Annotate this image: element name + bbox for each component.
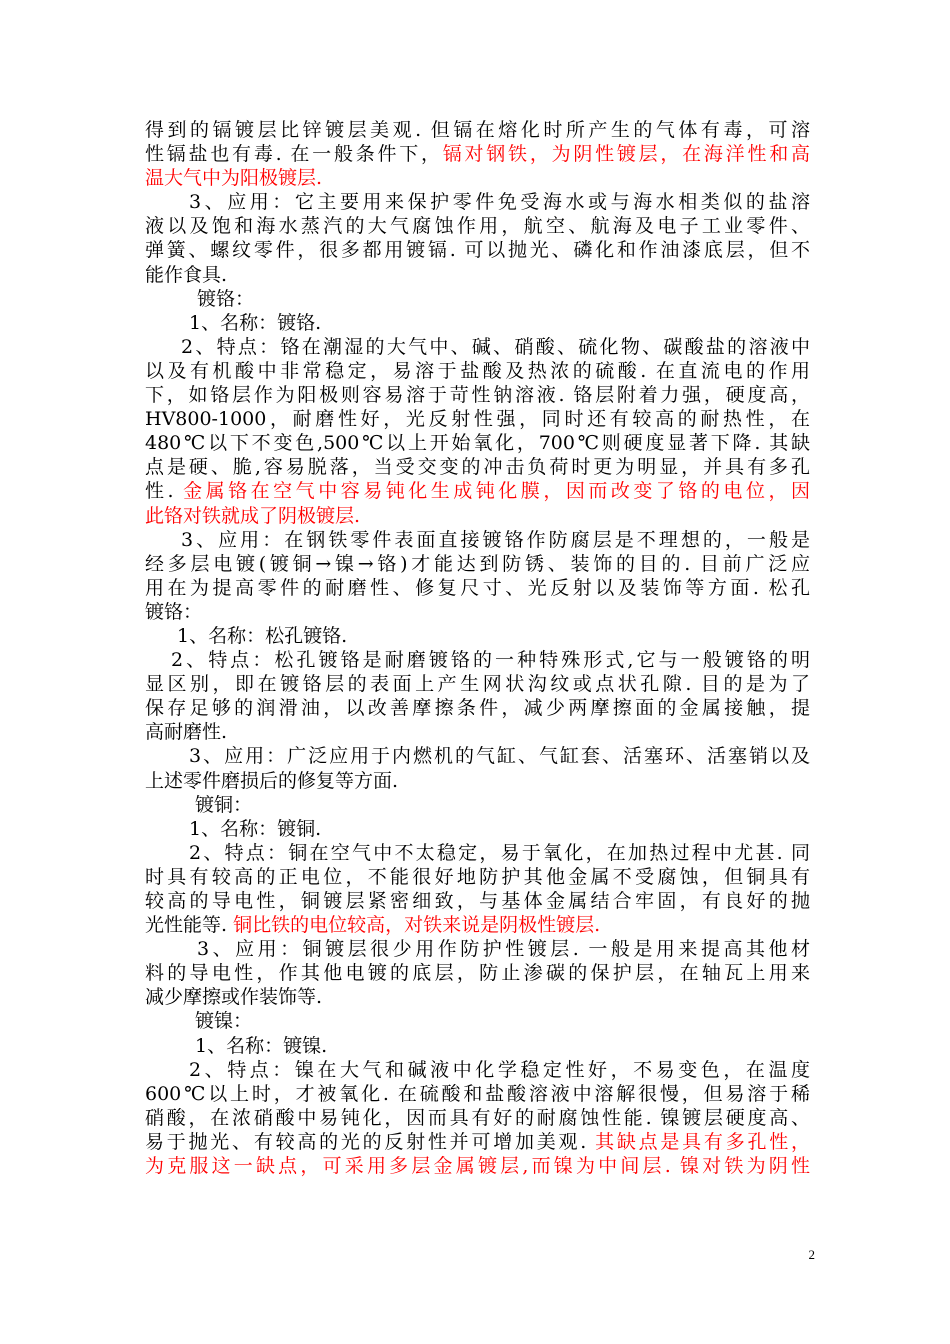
text-line — [145, 793, 810, 817]
text-line — [145, 1154, 810, 1178]
text-run: 易于抛光、有较高的光的反射性并可增加美观. — [145, 1130, 596, 1153]
text-line — [145, 311, 810, 335]
text-line — [145, 383, 810, 407]
text-run: 点是硬、脆,容易脱落，当受交变的冲击负荷时更为明显，并具有多孔 — [145, 456, 810, 479]
text-run: 较高的导电性，铜镀层紧密细致，与基体金属结合牢固，有良好的抛 — [145, 890, 810, 912]
text-line — [145, 214, 810, 238]
text-run: 高耐磨性. — [145, 721, 228, 744]
text-line — [145, 118, 810, 142]
text-line — [145, 1009, 810, 1033]
text-run: 光性能等. — [145, 914, 234, 937]
text-line — [145, 769, 810, 793]
text-run: 2、特点：镍在大气和碱液中化学稳定性好，不易变色，在温度 — [189, 1058, 810, 1081]
text-run: HV800-1000，耐磨性好，光反射性强，同时还有较高的耐热性，在 — [145, 408, 810, 431]
highlighted-text: 温大气中为阳极镀层. — [145, 167, 323, 190]
text-run: 以及有机酸中非常稳定，易溶于盐酸及热浓的硫酸. 在直流电的作用 — [145, 359, 810, 382]
text-line — [145, 1106, 810, 1130]
text-line — [145, 624, 810, 648]
text-line — [145, 696, 810, 720]
text-run: 3、应用：铜镀层很少用作防护性镀层. 一般是用来提高其他材 — [197, 938, 810, 961]
text-run: 上述零件磨损后的修复等方面. — [145, 769, 399, 792]
text-run: 时具有较高的正电位，不能很好地防护其他金属不受腐蚀，但铜具有 — [145, 865, 810, 888]
text-line — [145, 648, 810, 672]
text-run: 1、名称：镀镍. — [195, 1034, 328, 1057]
text-line — [145, 407, 810, 431]
text-run: 2、特点：铜在空气中不太稳定，易于氧化，在加热过程中尤甚. 同 — [189, 841, 810, 864]
text-run: 能作食具. — [145, 263, 228, 286]
text-run: 性. — [145, 480, 184, 503]
text-run: 480℃以下不变色,500℃以上开始氧化，700℃则硬度显著下降. 其缺 — [145, 432, 810, 455]
text-line — [145, 263, 810, 287]
text-line — [145, 552, 810, 576]
text-line — [145, 865, 810, 889]
text-line — [145, 913, 810, 937]
highlighted-text: 其缺点是具有多孔性， — [595, 1130, 810, 1153]
text-line — [145, 889, 810, 913]
text-run: 保存足够的润滑油，以改善摩擦条件，减少两摩擦面的金属接触，提 — [145, 697, 810, 720]
text-line — [145, 528, 810, 552]
text-line — [145, 166, 810, 190]
text-run: 1、名称：镀铬. — [189, 311, 322, 334]
text-run: 用在为提高零件的耐磨性、修复尺寸、光反射以及装饰等方面. 松孔 — [145, 576, 810, 599]
text-run: 镀铬： — [197, 287, 255, 310]
text-line — [145, 817, 810, 841]
text-run: 经多层电镀(镀铜→镍→铬)才能达到防锈、装饰的目的. 目前广泛应 — [145, 552, 810, 575]
text-run: 性镉盐也有毒. 在一般条件下， — [145, 143, 443, 166]
text-run: 液以及饱和海水蒸汽的大气腐蚀作用，航空、航海及电子工业零件、 — [145, 215, 810, 238]
text-line — [145, 672, 810, 696]
text-line — [145, 1082, 810, 1106]
text-line — [145, 479, 810, 503]
text-run: 1、名称：松孔镀铬. — [177, 624, 348, 647]
text-run: 2、特点：松孔镀铬是耐磨镀铬的一种特殊形式,它与一般镀铬的明 — [171, 649, 810, 672]
text-run: 显区别，即在镀铬层的表面上产生网状沟纹或点状孔隙. 目的是为了 — [145, 673, 810, 696]
text-run: 3、应用：广泛应用于内燃机的气缸、气缸套、活塞环、活塞销以及 — [189, 745, 810, 768]
text-run: 得到的镉镀层比锌镀层美观. 但镉在熔化时所产生的气体有毒，可溶 — [145, 119, 810, 141]
text-run: 弹簧、螺纹零件，很多都用镀镉. 可以抛光、磷化和作油漆底层，但不 — [145, 239, 810, 262]
text-run: 3、应用：在钢铁零件表面直接镀铬作防腐层是不理想的，一般是 — [181, 528, 810, 551]
text-run: 3、应用：它主要用来保护零件免受海水或与海水相类似的盐溶 — [189, 191, 810, 214]
text-line — [145, 961, 810, 985]
highlighted-text: 为克服这一缺点，可采用多层金属镀层,而镍为中间层. 镍对铁为阴性 — [145, 1155, 810, 1178]
text-run: 镀铬： — [145, 600, 203, 623]
text-line — [145, 142, 810, 166]
page-number: 2 — [808, 1247, 815, 1262]
text-line — [145, 238, 810, 262]
text-line — [145, 431, 810, 455]
text-run: 1、名称：镀铜. — [189, 817, 322, 840]
text-line — [145, 600, 810, 624]
text-run: 硝酸，在浓硝酸中易钝化，因而具有好的耐腐蚀性能. 镍镀层硬度高、 — [145, 1106, 810, 1129]
text-line — [145, 1058, 810, 1082]
text-line — [145, 841, 810, 865]
text-line — [145, 455, 810, 479]
text-run: 料的导电性，作其他电镀的底层，防止渗碳的保护层，在轴瓦上用来 — [145, 962, 810, 985]
text-line — [145, 287, 810, 311]
text-run: 2、特点：铬在潮湿的大气中、碱、硝酸、硫化物、碳酸盐的溶液中 — [181, 335, 810, 358]
highlighted-text: 铜比铁的电位较高，对铁来说是阴极性镀层. — [233, 914, 601, 937]
text-line — [145, 985, 810, 1009]
text-line — [145, 744, 810, 768]
text-run: 镀铜： — [195, 793, 253, 816]
highlighted-text: 此铬对铁就成了阴极镀层. — [145, 504, 361, 527]
text-line — [145, 576, 810, 600]
text-line — [145, 359, 810, 383]
text-line — [145, 937, 810, 961]
text-line — [145, 190, 810, 214]
text-line — [145, 1034, 810, 1058]
body-text — [145, 118, 810, 1178]
text-line — [145, 335, 810, 359]
text-line — [145, 504, 810, 528]
text-line — [145, 1130, 810, 1154]
highlighted-text: 金属铬在空气中容易钝化生成钝化膜，因而改变了铬的电位，因 — [183, 480, 810, 503]
text-run: 镀镍： — [195, 1010, 253, 1033]
text-run: 下，如铬层作为阳极则容易溶于苛性钠溶液. 铬层附着力强，硬度高， — [145, 384, 810, 407]
text-line — [145, 720, 810, 744]
text-run: 600℃以上时，才被氧化. 在硫酸和盐酸溶液中溶解很慢，但易溶于稀 — [145, 1082, 810, 1105]
highlighted-text: 镉对钢铁，为阴性镀层，在海洋性和高 — [442, 143, 810, 166]
text-run: 减少摩擦或作装饰等. — [145, 986, 323, 1009]
